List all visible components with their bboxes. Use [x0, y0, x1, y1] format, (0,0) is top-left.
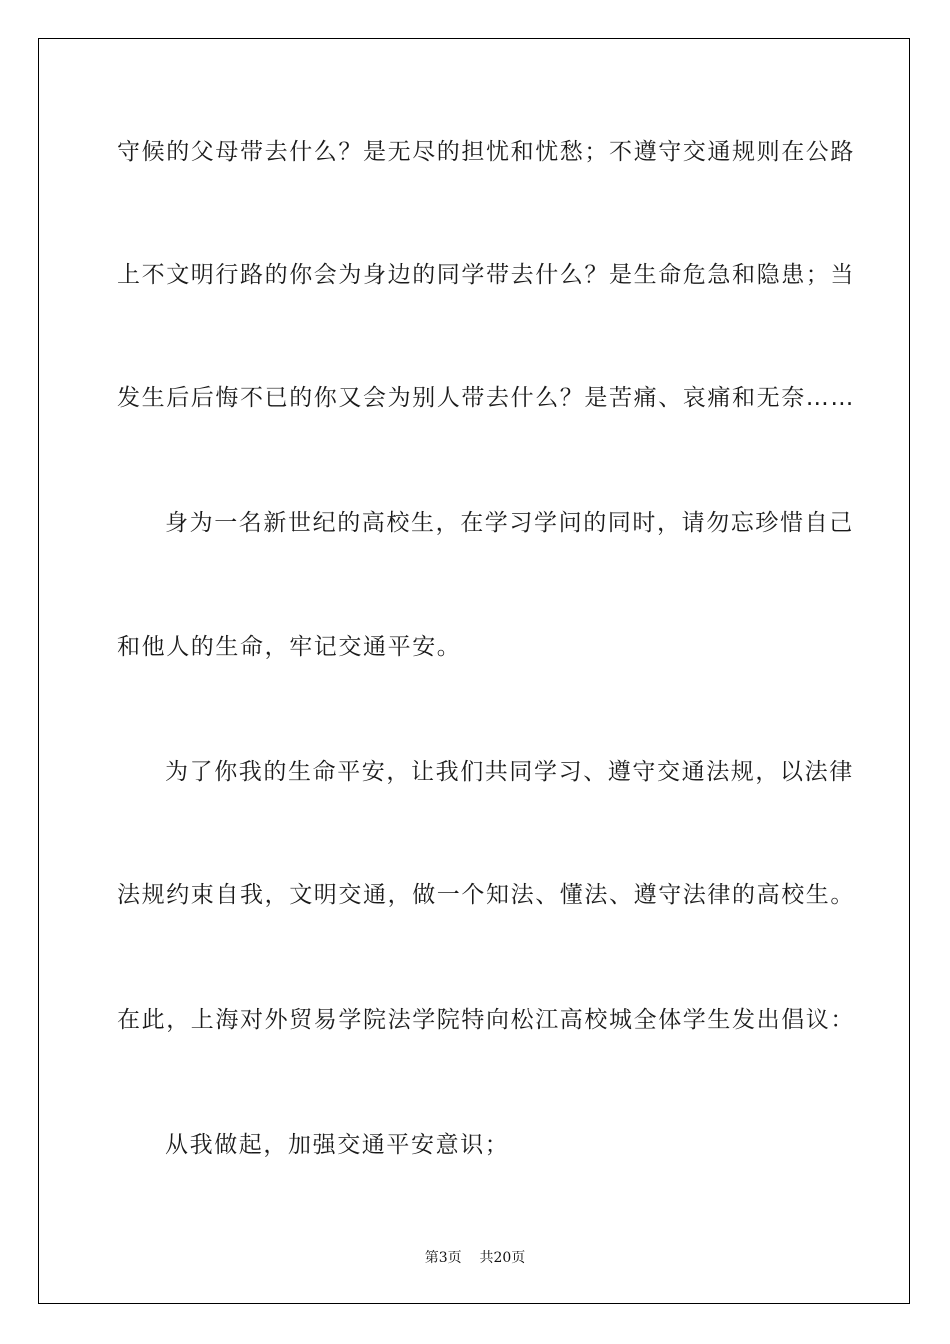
page-total: 共20页: [479, 1250, 526, 1266]
text-line-3: 发生后后悔不已的你又会为别人带去什么？是苦痛、哀痛和无奈……: [117, 385, 855, 411]
text-line-1: 守候的父母带去什么？是无尽的担忧和忧愁；不遵守交通规则在公路: [117, 139, 855, 165]
text-line-5: 和他人的生命，牢记交通平安。: [117, 634, 462, 660]
page-border: [38, 38, 910, 1304]
text-line-6: 为了你我的生命平安，让我们共同学习、遵守交通法规，以法律: [165, 759, 854, 785]
page-footer: [0, 1247, 950, 1267]
page-number: 第3页: [424, 1250, 462, 1266]
text-line-9: 从我做起，加强交通平安意识；: [165, 1132, 510, 1158]
text-line-2: 上不文明行路的你会为身边的同学带去什么？是生命危急和隐患；当: [117, 262, 855, 288]
text-line-4: 身为一名新世纪的高校生，在学习学问的同时，请勿忘珍惜自己: [165, 510, 854, 536]
text-line-7: 法规约束自我，文明交通，做一个知法、懂法、遵守法律的高校生。: [117, 882, 855, 908]
text-line-8: 在此，上海对外贸易学院法学院特向松江高校城全体学生发出倡议：: [117, 1007, 855, 1033]
